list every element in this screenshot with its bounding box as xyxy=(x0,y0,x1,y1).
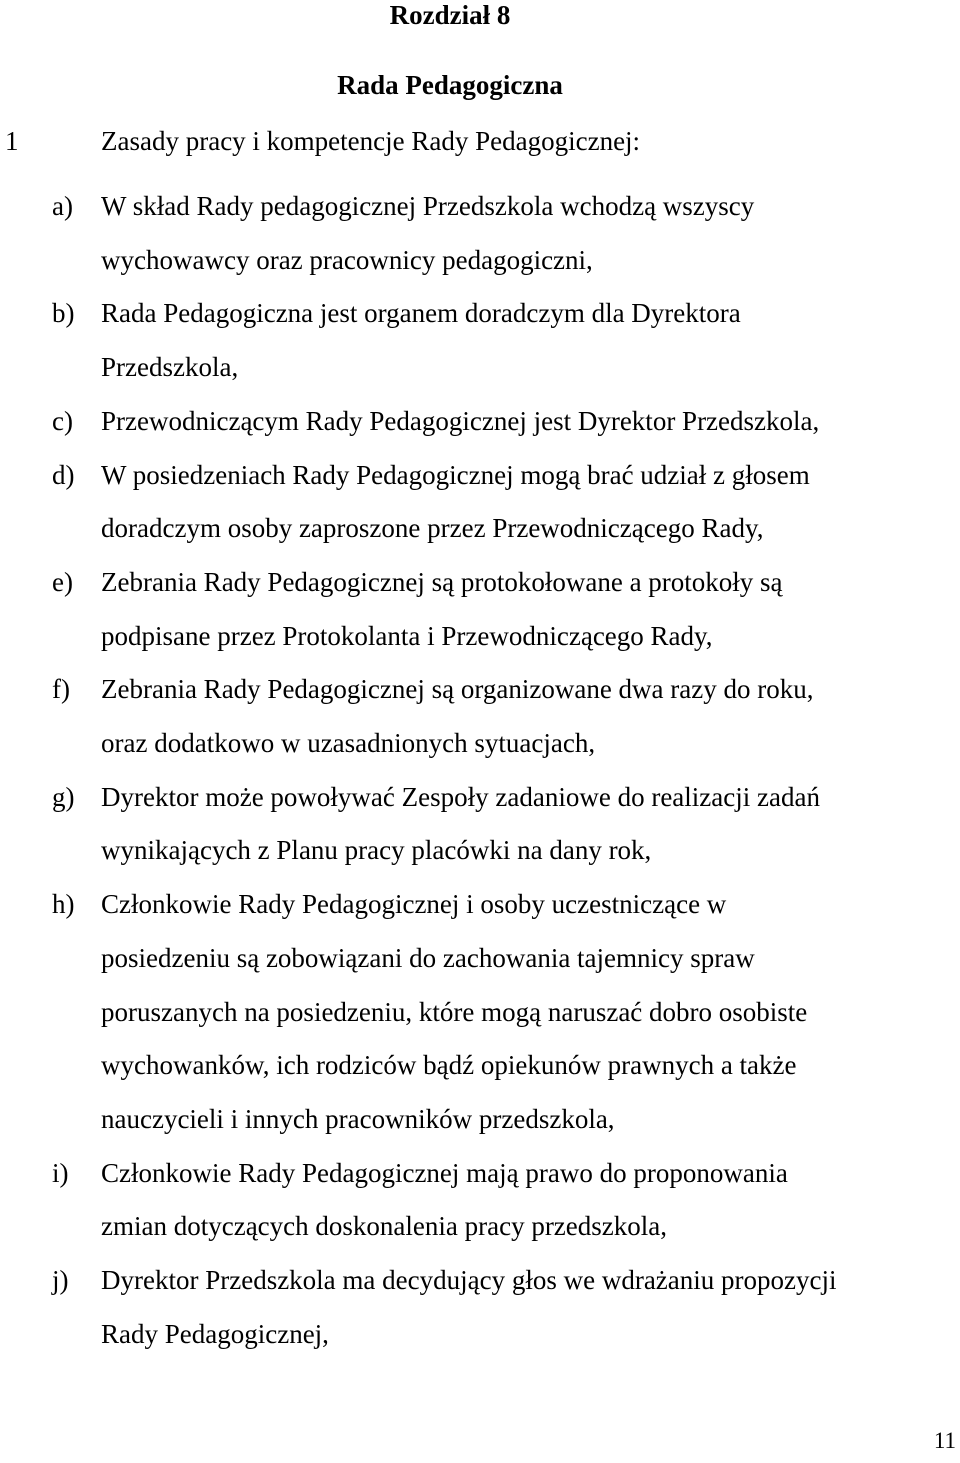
page-number: 11 xyxy=(933,1428,956,1453)
list-item-text-line: doradczym osoby zaproszone przez Przewodniczącego Rady, xyxy=(101,513,764,544)
list-item xyxy=(0,287,960,394)
list-item xyxy=(0,878,960,1147)
list-item xyxy=(0,1254,960,1361)
paragraph-number: 1 xyxy=(5,126,19,156)
list-item-text-line: oraz dodatkowo w uzasadnionych sytuacjach, xyxy=(101,728,596,759)
rules-list xyxy=(0,180,960,1361)
list-item-marker: c) xyxy=(52,405,73,436)
list-item-text-line: Dyrektor może powoływać Zespoły zadaniowe do realizacji zadań xyxy=(101,781,820,812)
list-item-text-line: Zebrania Rady Pedagogicznej są protokołowane a protokoły są xyxy=(101,566,783,597)
list-item-text-line: wychowanków, ich rodziców bądź opiekunów prawnych a także xyxy=(101,1050,797,1081)
section-title: Rada Pedagogiczna xyxy=(337,70,563,100)
list-item-text-line: W skład Rady pedagogicznej Przedszkola wchodzą wszyscy xyxy=(101,191,755,221)
list-item-text-line: Przedszkola, xyxy=(101,352,239,383)
list-item-marker: a) xyxy=(52,191,73,221)
list-item-text-line: Rada Pedagogiczna jest organem doradczym dla Dyrektora xyxy=(101,298,741,329)
list-item-marker: d) xyxy=(52,459,75,490)
list-item-text-line: Dyrektor Przedszkola ma decydujący głos we wdrażaniu propozycji xyxy=(101,1265,837,1296)
list-item-marker: h) xyxy=(52,889,75,920)
list-item-text-line: poruszanych na posiedzeniu, które mogą naruszać dobro osobiste xyxy=(101,996,808,1027)
list-item-text-line: W posiedzeniach Rady Pedagogicznej mogą brać udział z głosem xyxy=(101,459,810,490)
list-item-text-line: Członkowie Rady Pedagogicznej i osoby uczestniczące w xyxy=(101,889,727,920)
list-item xyxy=(0,663,960,770)
list-item-text-line: Rady Pedagogicznej, xyxy=(101,1318,329,1349)
list-item-marker: g) xyxy=(52,781,75,812)
paragraph-heading: Zasady pracy i kompetencje Rady Pedagogicznej: xyxy=(101,126,641,156)
list-item xyxy=(0,1147,960,1254)
list-item-text-line: nauczycieli i innych pracowników przedszkola, xyxy=(101,1103,615,1134)
list-item-marker: i) xyxy=(52,1157,69,1188)
list-item-text-line: Członkowie Rady Pedagogicznej mają prawo do proponowania xyxy=(101,1157,788,1188)
list-item-marker: b) xyxy=(52,298,75,329)
list-item xyxy=(0,556,960,663)
list-item-marker: f) xyxy=(52,674,70,705)
list-item-text-line: Zebrania Rady Pedagogicznej są organizowane dwa razy do roku, xyxy=(101,674,814,705)
list-item-text-line: wychowawcy oraz pracownicy pedagogiczni, xyxy=(101,244,593,275)
list-item xyxy=(0,180,960,287)
list-item-text-line: Przewodniczącym Rady Pedagogicznej jest Dyrektor Przedszkola, xyxy=(101,405,820,436)
list-item-marker: e) xyxy=(52,566,73,597)
list-item xyxy=(0,449,960,556)
list-item xyxy=(0,771,960,878)
list-item xyxy=(0,395,960,449)
list-item-marker: j) xyxy=(52,1265,69,1296)
list-item-text-line: podpisane przez Protokolanta i Przewodniczącego Rady, xyxy=(101,620,713,651)
list-item-text-line: wynikających z Planu pracy placówki na dany rok, xyxy=(101,835,652,866)
list-item-text-line: zmian dotyczących doskonalenia pracy przedszkola, xyxy=(101,1211,667,1242)
chapter-heading: Rozdział 8 xyxy=(389,0,511,30)
list-item-text-line: posiedzeniu są zobowiązani do zachowania tajemnicy spraw xyxy=(101,942,755,973)
